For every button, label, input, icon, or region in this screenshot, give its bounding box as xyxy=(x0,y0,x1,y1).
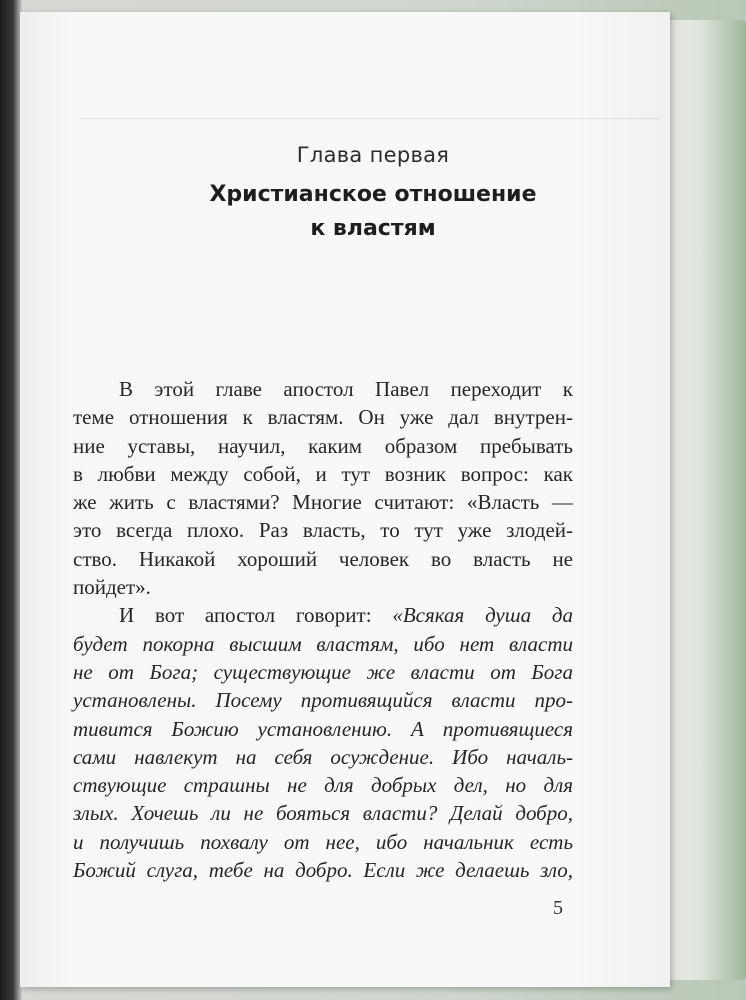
text-line: В этой главе апостол Павел переходит к xyxy=(119,377,573,401)
bleed-through-rule xyxy=(80,118,660,119)
text-line-roman: И вот апостол говорит: xyxy=(119,603,393,628)
text-line: это всегда плохо. Раз власть, то тут уже злодей- xyxy=(73,518,573,543)
chapter-label: Глава первая xyxy=(296,143,450,167)
chapter-title xyxy=(0,178,746,246)
text-line: ство. Никакой хороший человек во власть не xyxy=(73,546,573,571)
scripture-quote-line: будет покорна высшим властям, ибо нет власти xyxy=(73,631,573,656)
text-line: же жить с властями? Многие считают: «Власть — xyxy=(73,490,573,515)
scripture-quote-line: и получишь похвалу от нее, ибо начальник есть xyxy=(73,829,573,854)
scripture-quote-line: не от Бога; существующие же власти от Бога xyxy=(73,659,573,684)
scripture-quote-line: злых. Хочешь ли не бояться власти? Делай добро, xyxy=(73,801,573,826)
text-line: теме отношения к властям. Он уже дал внутрен- xyxy=(73,405,573,430)
text-line: пойдет». xyxy=(73,575,151,600)
chapter-title-line-2: к властям xyxy=(310,216,436,241)
body-text xyxy=(73,375,573,884)
chapter-title-line-1: Христианское отношение xyxy=(209,182,537,207)
text-line: ние уставы, научил, каким образом пребывать xyxy=(73,433,573,458)
page-number: 5 xyxy=(553,897,563,919)
scripture-quote-line: Божий слуга, тебе на добро. Если же делаешь зло, xyxy=(73,858,573,883)
scripture-quote-start: «Всякая душа да xyxy=(392,603,573,628)
scripture-quote-line: установлены. Посему противящийся власти про- xyxy=(73,688,573,713)
scripture-quote-line: ствующие страшны не для добрых дел, но для xyxy=(73,773,573,798)
scripture-quote-line: тивится Божию установлению. А противящиеся xyxy=(73,716,573,741)
scripture-quote-line: сами навлекут на себя осуждение. Ибо началь- xyxy=(73,744,573,769)
text-line: в любви между собой, и тут возник вопрос: как xyxy=(73,461,573,486)
text-line xyxy=(73,601,573,629)
